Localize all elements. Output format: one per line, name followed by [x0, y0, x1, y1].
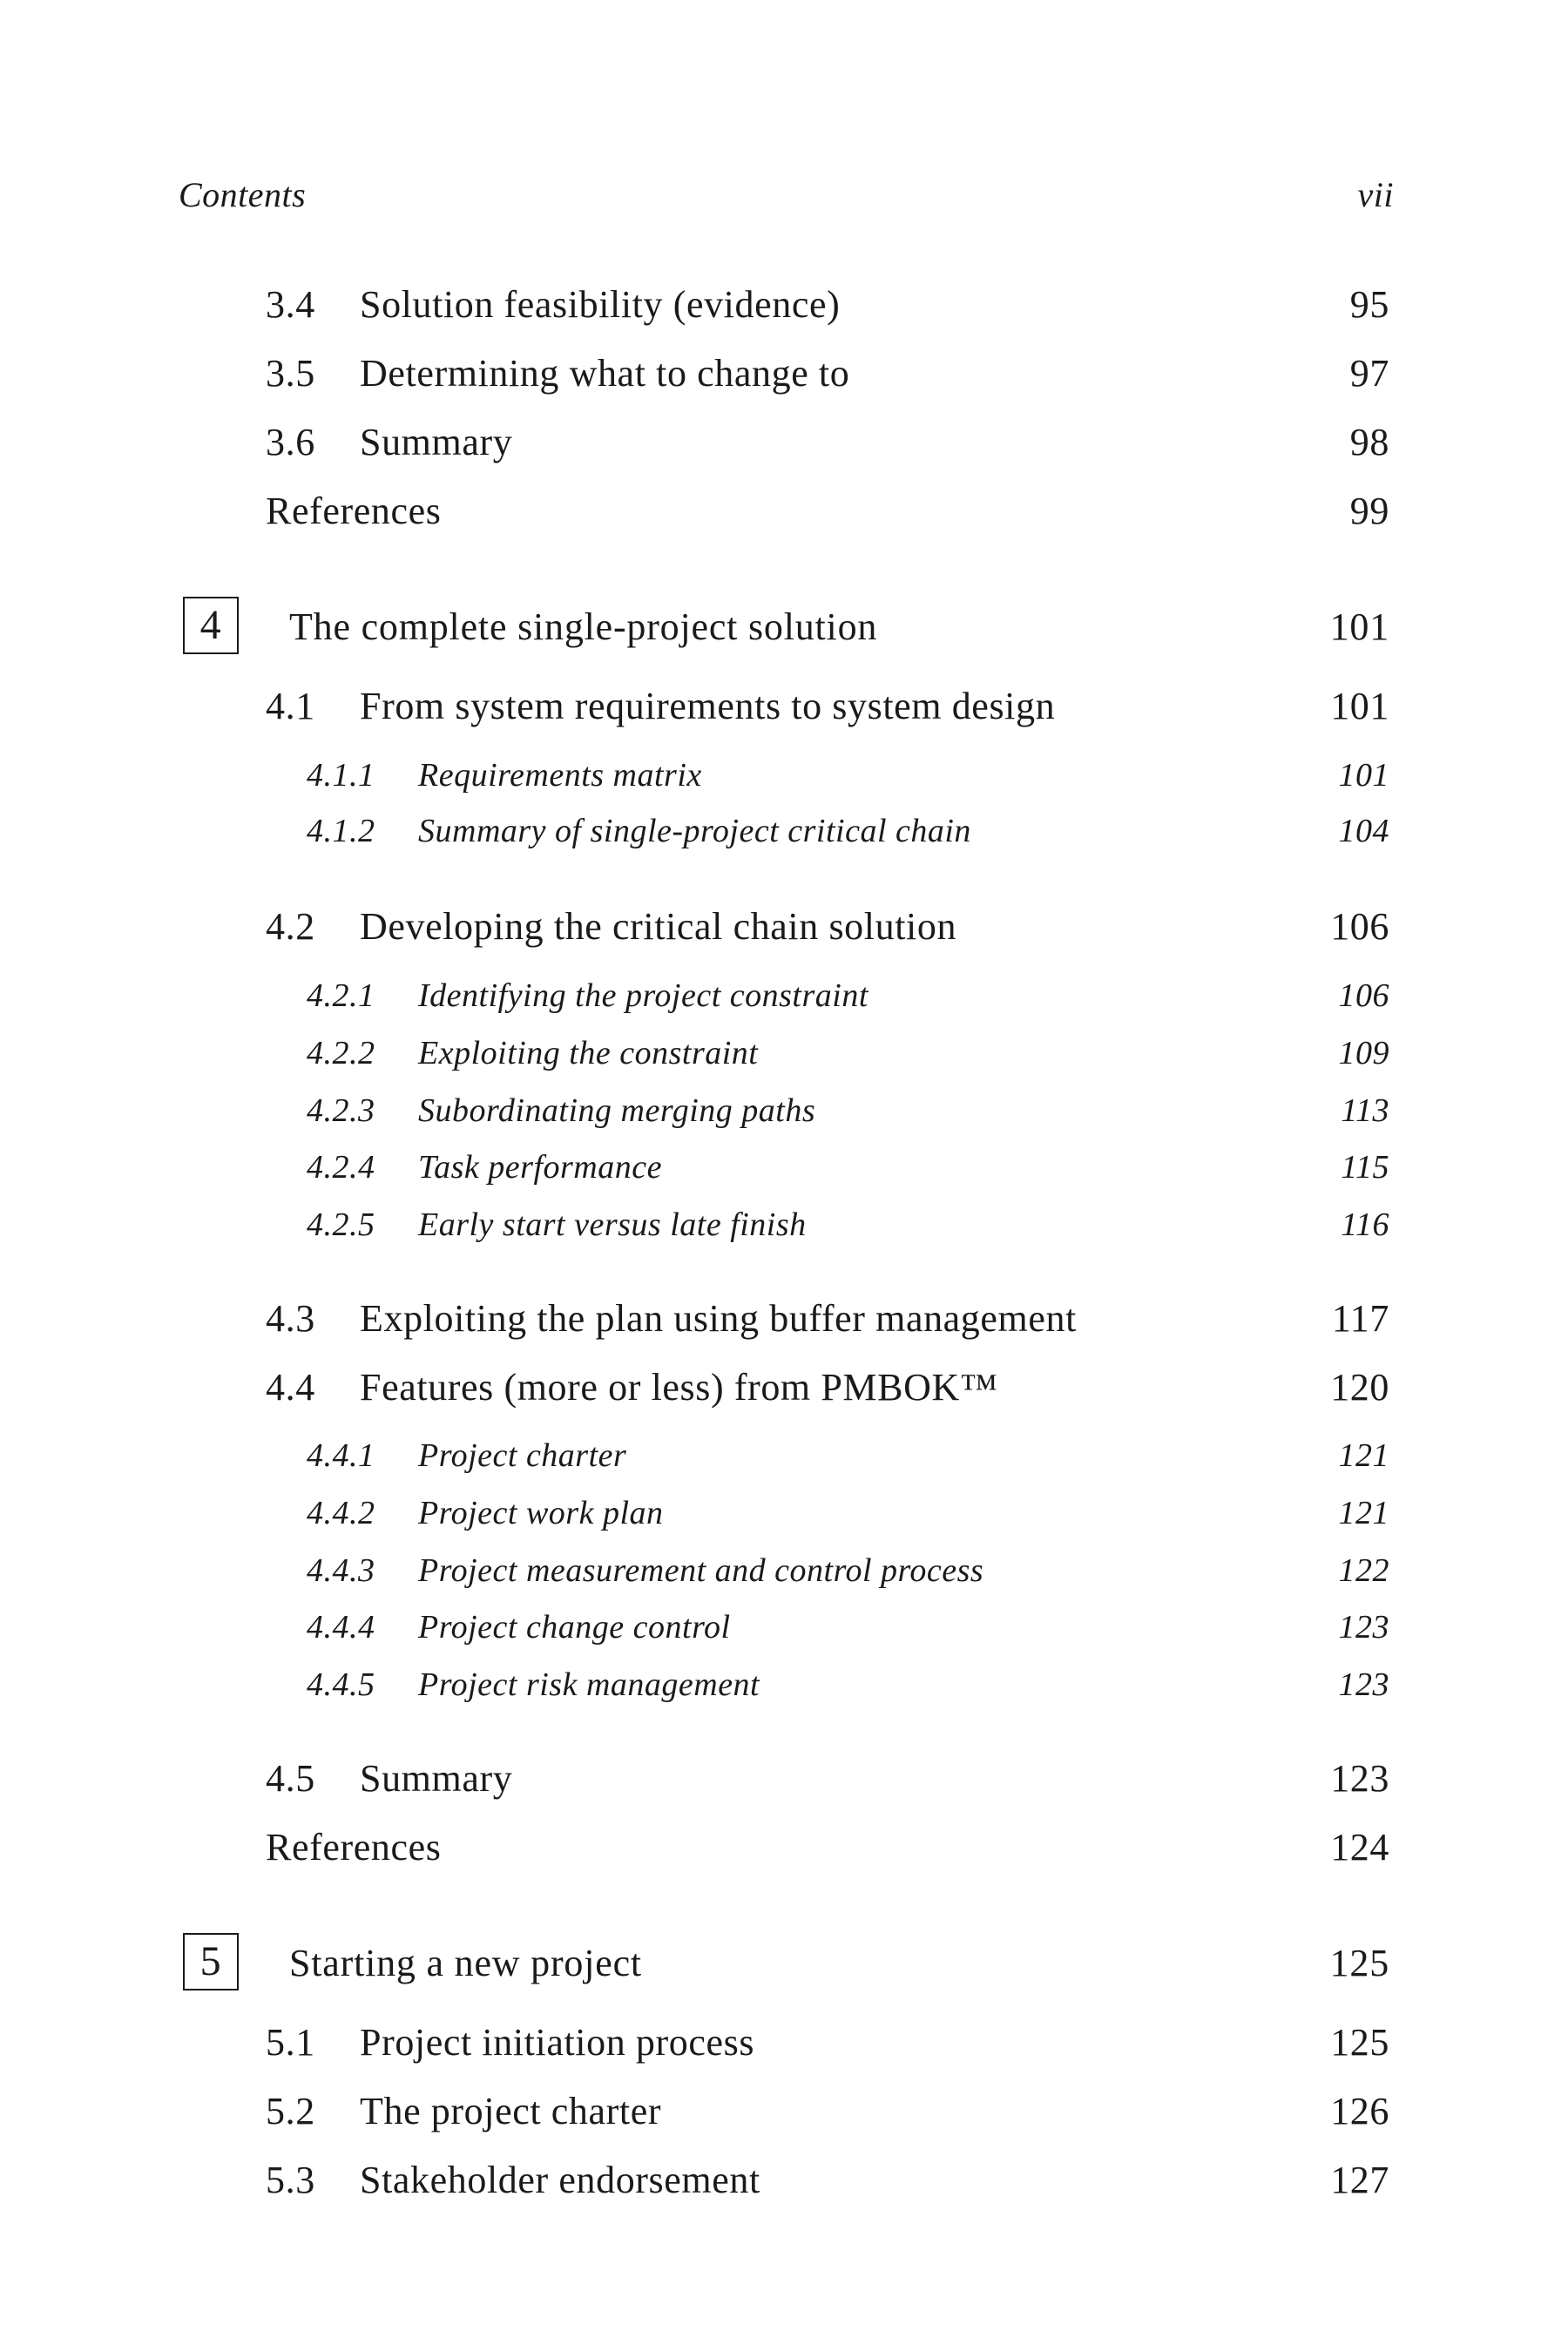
toc-subentry-4-4-2[interactable]	[307, 1492, 1389, 1534]
toc-entry-3-5[interactable]	[266, 349, 1389, 398]
entry-page-number: 106	[1330, 905, 1389, 948]
toc-subentry-4-2-4[interactable]	[307, 1146, 1389, 1188]
subentry-page-number: 121	[1338, 1495, 1389, 1531]
entry-number: 4.4	[266, 1366, 315, 1409]
entry-page-number: 124	[1330, 1826, 1389, 1869]
entry-page-number: 126	[1330, 2090, 1389, 2132]
toc-subentry-4-4-4[interactable]	[307, 1606, 1389, 1648]
subentry-title: Task performance	[418, 1149, 662, 1186]
subentry-page-number: 104	[1338, 813, 1389, 849]
toc-entry-4-3[interactable]	[266, 1294, 1389, 1343]
toc-chapter-5[interactable]	[183, 1933, 1389, 1994]
toc-entry-4-1[interactable]	[266, 682, 1389, 731]
toc-entry-4-5[interactable]	[266, 1754, 1389, 1803]
entry-number: 3.4	[266, 283, 315, 326]
entry-page-number: 123	[1330, 1757, 1389, 1800]
subentry-page-number: 122	[1338, 1552, 1389, 1589]
subentry-number: 4.4.1	[307, 1437, 375, 1474]
toc-subentry-4-4-1[interactable]	[307, 1435, 1389, 1477]
entry-page-number: 95	[1349, 283, 1389, 326]
entry-page-number: 98	[1349, 421, 1389, 463]
subentry-page-number: 123	[1338, 1666, 1389, 1703]
entry-number: 3.5	[266, 352, 315, 395]
chapter-title: The complete single-project solution	[289, 605, 878, 648]
toc-subentry-4-2-3[interactable]	[307, 1090, 1389, 1132]
entry-title: References	[266, 1826, 442, 1869]
subentry-page-number: 115	[1341, 1149, 1389, 1186]
subentry-title: Identifying the project constraint	[418, 977, 868, 1014]
subentry-number: 4.4.2	[307, 1495, 375, 1531]
subentry-page-number: 113	[1341, 1092, 1389, 1129]
toc-subentry-4-4-5[interactable]	[307, 1664, 1389, 1706]
entry-number: 5.3	[266, 2159, 315, 2201]
subentry-title: Project measurement and control process	[418, 1552, 984, 1589]
entry-page-number: 101	[1330, 685, 1389, 727]
toc-subentry-4-4-3[interactable]	[307, 1550, 1389, 1592]
toc-entry-references-ch3[interactable]	[266, 487, 1389, 536]
toc-subentry-4-1-2[interactable]	[307, 810, 1389, 852]
toc-entry-5-1[interactable]	[266, 2018, 1389, 2067]
subentry-title: Project work plan	[418, 1495, 664, 1531]
entry-number: 5.1	[266, 2021, 315, 2064]
subentry-page-number: 109	[1338, 1035, 1389, 1071]
toc-subentry-4-1-1[interactable]	[307, 754, 1389, 796]
toc-entry-references-ch4[interactable]	[266, 1823, 1389, 1872]
chapter-number-box: 4	[183, 597, 239, 654]
subentry-title: Summary of single-project critical chain	[418, 813, 971, 849]
subentry-number: 4.2.5	[307, 1206, 375, 1243]
subentry-page-number: 123	[1338, 1609, 1389, 1646]
entry-page-number: 125	[1330, 2021, 1389, 2064]
toc-subentry-4-2-5[interactable]	[307, 1204, 1389, 1246]
entry-title: Features (more or less) from PMBOK™	[360, 1366, 998, 1409]
subentry-number: 4.1.2	[307, 813, 375, 849]
entry-number: 5.2	[266, 2090, 315, 2132]
subentry-number: 4.2.3	[307, 1092, 375, 1129]
subentry-number: 4.2.4	[307, 1149, 375, 1186]
toc-entry-3-6[interactable]	[266, 418, 1389, 467]
toc-subentry-4-2-1[interactable]	[307, 975, 1389, 1017]
entry-title: Solution feasibility (evidence)	[360, 283, 841, 326]
chapter-page-number: 125	[1329, 1942, 1389, 1984]
entry-page-number: 120	[1330, 1366, 1389, 1409]
subentry-number: 4.4.4	[307, 1609, 375, 1646]
entry-page-number: 117	[1331, 1297, 1389, 1340]
entry-title: The project charter	[360, 2090, 662, 2132]
entry-title: Project initiation process	[360, 2021, 755, 2064]
running-head	[179, 174, 1394, 226]
chapter-title: Starting a new project	[289, 1942, 642, 1984]
entry-number: 4.1	[266, 685, 315, 727]
subentry-page-number: 121	[1338, 1437, 1389, 1474]
entry-page-number: 127	[1330, 2159, 1389, 2201]
entry-number: 4.3	[266, 1297, 315, 1340]
toc-entry-4-2[interactable]	[266, 902, 1389, 951]
subentry-number: 4.2.2	[307, 1035, 375, 1071]
subentry-number: 4.2.1	[307, 977, 375, 1014]
entry-title: Summary	[360, 1757, 513, 1800]
entry-number: 4.5	[266, 1757, 315, 1800]
toc-chapter-4[interactable]	[183, 597, 1389, 658]
running-head-page-number: vii	[1357, 175, 1394, 214]
subentry-title: Exploiting the constraint	[418, 1035, 759, 1071]
toc-entry-5-2[interactable]	[266, 2087, 1389, 2136]
subentry-page-number: 101	[1338, 757, 1389, 794]
toc-entry-3-4[interactable]	[266, 280, 1389, 329]
entry-title: Determining what to change to	[360, 352, 850, 395]
entry-page-number: 97	[1349, 352, 1389, 395]
entry-title: From system requirements to system design	[360, 685, 1056, 727]
subentry-title: Project charter	[418, 1437, 627, 1474]
entry-title: Summary	[360, 421, 513, 463]
entry-number: 4.2	[266, 905, 315, 948]
toc-subentry-4-2-2[interactable]	[307, 1032, 1389, 1074]
entry-title: Exploiting the plan using buffer management	[360, 1297, 1077, 1340]
subentry-title: Requirements matrix	[418, 757, 702, 794]
subentry-page-number: 106	[1338, 977, 1389, 1014]
subentry-title: Early start versus late finish	[418, 1206, 807, 1243]
subentry-title: Project risk management	[418, 1666, 760, 1703]
subentry-number: 4.4.5	[307, 1666, 375, 1703]
subentry-number: 4.4.3	[307, 1552, 375, 1589]
chapter-number-box: 5	[183, 1933, 239, 1990]
entry-title: References	[266, 490, 442, 532]
entry-number: 3.6	[266, 421, 315, 463]
subentry-title: Subordinating merging paths	[418, 1092, 816, 1129]
entry-title: Stakeholder endorsement	[360, 2159, 760, 2201]
subentry-number: 4.1.1	[307, 757, 375, 794]
subentry-page-number: 116	[1341, 1206, 1389, 1243]
toc-entry-5-3[interactable]	[266, 2156, 1389, 2205]
running-head-title: Contents	[179, 175, 307, 214]
chapter-page-number: 101	[1329, 605, 1389, 648]
toc-entry-4-4[interactable]	[266, 1363, 1389, 1412]
entry-title: Developing the critical chain solution	[360, 905, 957, 948]
subentry-title: Project change control	[418, 1609, 731, 1646]
entry-page-number: 99	[1349, 490, 1389, 532]
